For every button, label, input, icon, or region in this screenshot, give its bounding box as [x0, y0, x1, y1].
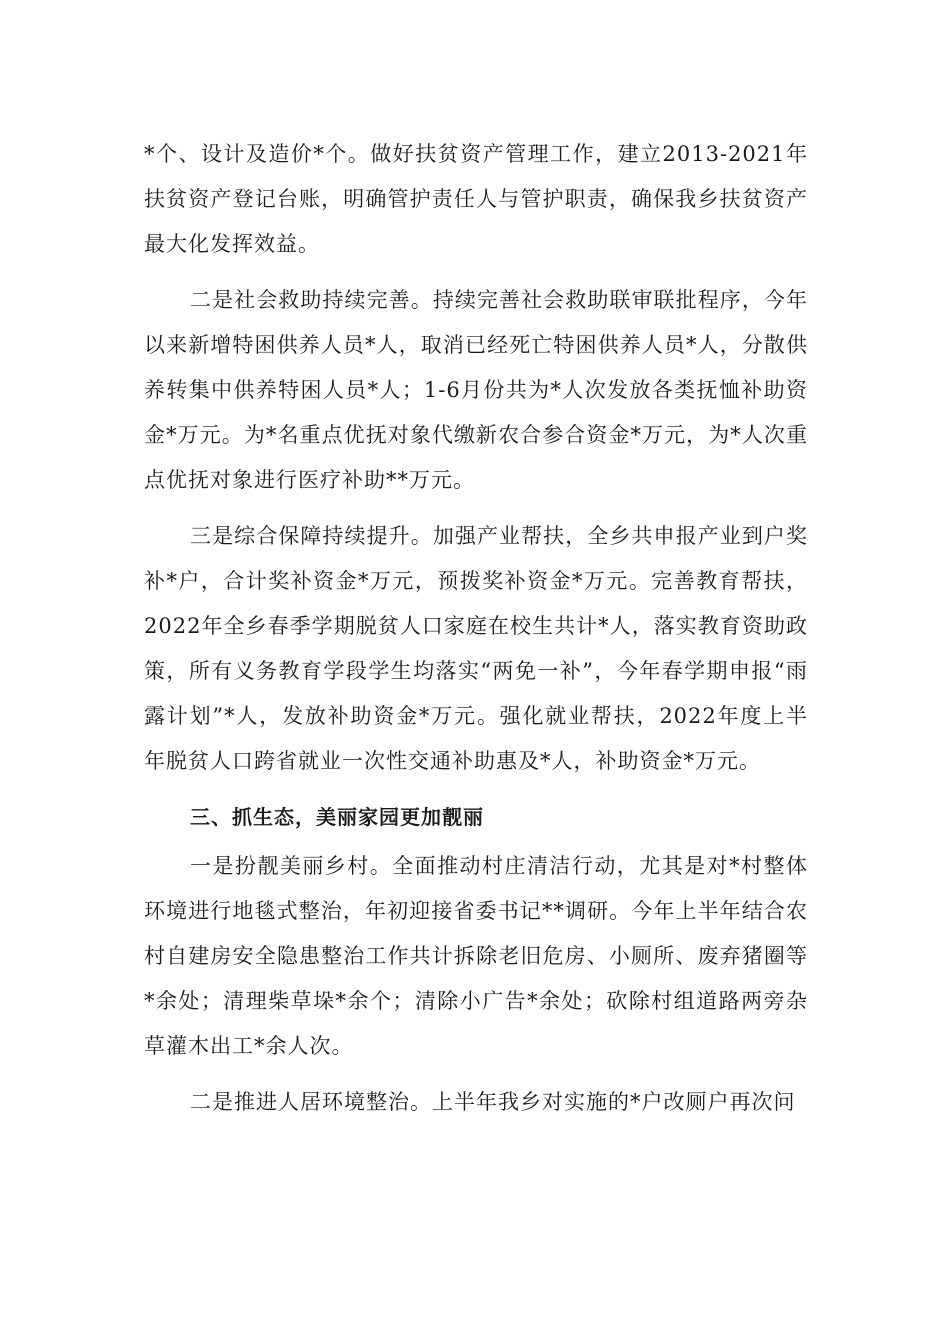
- paragraph-comprehensive-security: 三是综合保障持续提升。加强产业帮扶，全乡共申报产业到户奖补*户，合计奖补资金*万元，预拨奖补资金*万元。完善教育帮扶，2022年全乡春季学期脱贫人口家庭在校生共计*人，落实教育资助政策，所有义务教育学段学生均落实“两免一补”，今年春学期申报“雨露计划”*人，发放补助资金*万元。强化就业帮扶，2022年度上半年脱贫人口跨省就业一次性交通补助惠及*人，补助资金*万元。: [144, 524, 808, 773]
- document-body: [144, 132, 808, 1136]
- paragraph-living-environment: 二是推进人居环境整治。上半年我乡对实施的*户改厕户再次问: [190, 1090, 796, 1114]
- paragraph-beautiful-village: 一是扮靓美丽乡村。全面推动村庄清洁行动，尤其是对*村整体环境进行地毯式整治，年初迎接省委书记**调研。今年上半年结合农村自建房安全隐患整治工作共计拆除老旧危房、小厕所、废弃猪圈等*余处；清理柴草垛*余个；清除小广告*余处；砍除村组道路两旁杂草灌木出工*余人次。: [144, 854, 808, 1058]
- paragraph-social-assistance: 二是社会救助持续完善。持续完善社会救助联审联批程序，今年以来新增特困供养人员*人，取消已经死亡特困供养人员*人，分散供养转集中供养特困人员*人；1-6月份共为*人次发放各类抚恤补助资金*万元。为*名重点优抚对象代缴新农合参合资金*万元，为*人次重点优抚对象进行医疗补助**万元。: [144, 288, 808, 492]
- section-heading-ecology: 三、抓生态，美丽家园更加靓丽: [190, 805, 484, 829]
- paragraph-continuation: *个、设计及造价*个。做好扶贫资产管理工作，建立2013-2021年扶贫资产登记台账，明确管护责任人与管护职责，确保我乡扶贫资产最大化发挥效益。: [144, 142, 808, 256]
